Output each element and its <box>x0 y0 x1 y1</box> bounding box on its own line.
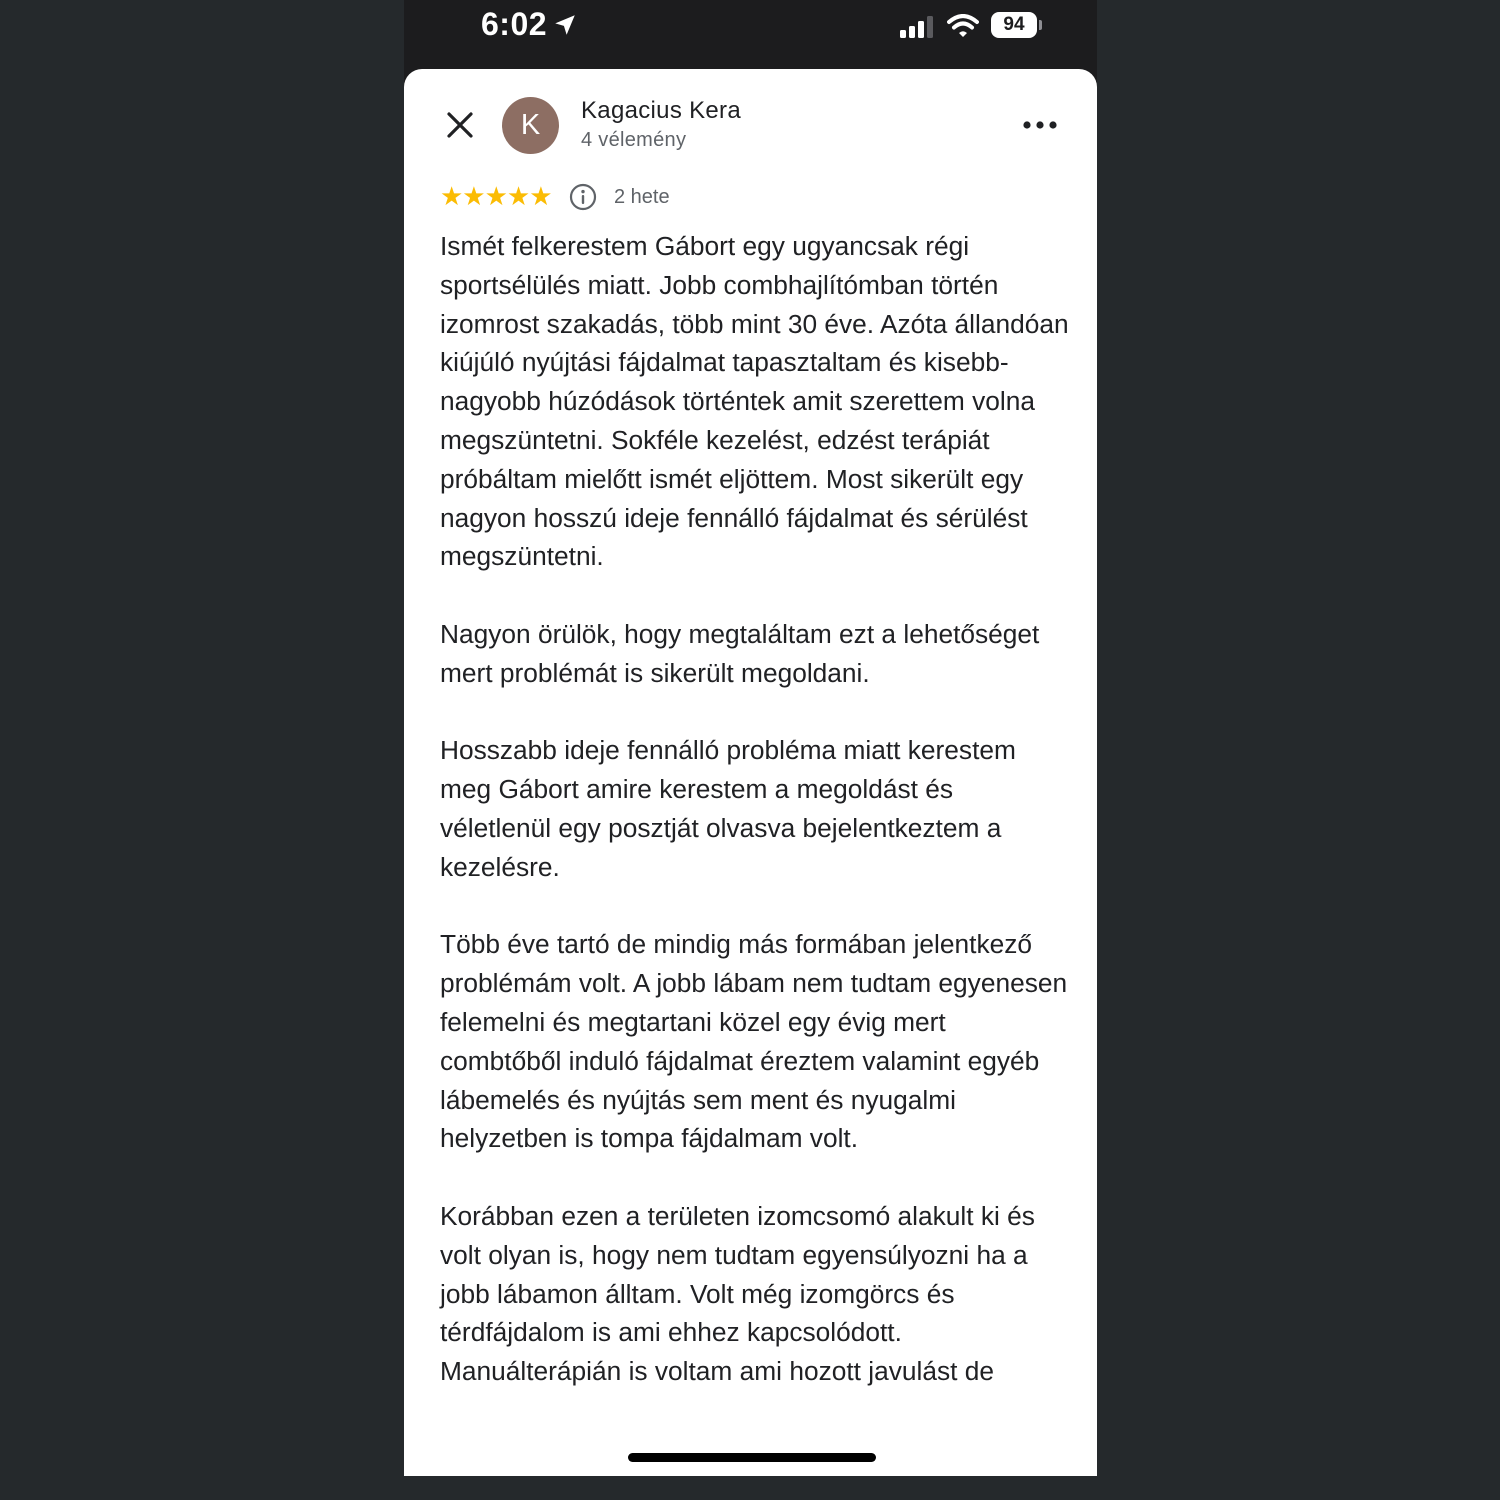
review-paragraph: Hosszabb ideje fennálló probléma miatt kerestem meg Gábort amire kerestem a megoldást és véletlenül egy posztját olvasva bejelentkeztem a kezelésre. <box>440 735 1016 882</box>
reviewer-name[interactable]: Kagacius Kera <box>581 97 741 124</box>
status-time: 6:02 <box>481 6 548 42</box>
review-paragraph: Korábban ezen a területen izomcsomó alakult ki és volt olyan is, hogy nem tudtam egyensúlyozni ha a jobb lábamon álltam. Volt még izomgörcs és térdfájdalom is ami ehhez kapcsolódott. Manuálterápián is voltam ami hozott javulást de <box>440 1200 1035 1387</box>
review-text <box>440 227 1070 1430</box>
review-date: 2 hete <box>614 186 670 208</box>
phone-screen <box>404 0 1097 1476</box>
info-icon[interactable] <box>569 183 597 211</box>
battery-nub <box>1039 20 1042 30</box>
avatar[interactable] <box>502 97 559 154</box>
battery-level: 94 <box>1003 14 1025 35</box>
review-sheet <box>404 69 1097 1476</box>
cellular-signal-icon <box>900 16 936 38</box>
review-paragraph: Több éve tartó de mindig más formában jelentkező problémám volt. A jobb lábam nem tudtam egyenesen felemelni és megtartani közel egy évig mert combtőből induló fájdalmat éreztem valamint egyéb lábemelés és nyújtás sem ment és nyugalmi helyzetben is tompa fájdalmam volt. <box>440 929 1068 1154</box>
home-indicator[interactable] <box>628 1453 876 1462</box>
avatar-initial: K <box>520 109 541 141</box>
star-rating: ★★★★★ <box>440 181 552 211</box>
wifi-icon <box>947 14 979 38</box>
status-bar <box>404 0 1097 60</box>
close-icon[interactable] <box>444 109 476 141</box>
more-options-icon[interactable] <box>1022 115 1058 135</box>
review-count: 4 vélemény <box>581 129 687 151</box>
battery-icon <box>991 12 1037 38</box>
review-paragraph: Nagyon örülök, hogy megtaláltam ezt a lehetőséget mert problémát is sikerült megoldani. <box>440 618 1040 688</box>
location-arrow-icon <box>552 12 578 38</box>
review-paragraph: Ismét felkerestem Gábort egy ugyancsak régi sportsélülés miatt. Jobb combhajlítómban történ izomrost szakadás, több mint 30 éve. Azóta állandóan kiújúló nyújtási fájdalmat tapasztaltam és kisebb-nagyobb húzódások történtek amit szerettem volna megszüntetni. Sokféle kezelést, edzést terápiát próbáltam mielőtt ismét eljöttem. Most sikerült egy nagyon hosszú ideje fennálló fájdalmat és sérülést megszüntetni. <box>440 231 1069 572</box>
